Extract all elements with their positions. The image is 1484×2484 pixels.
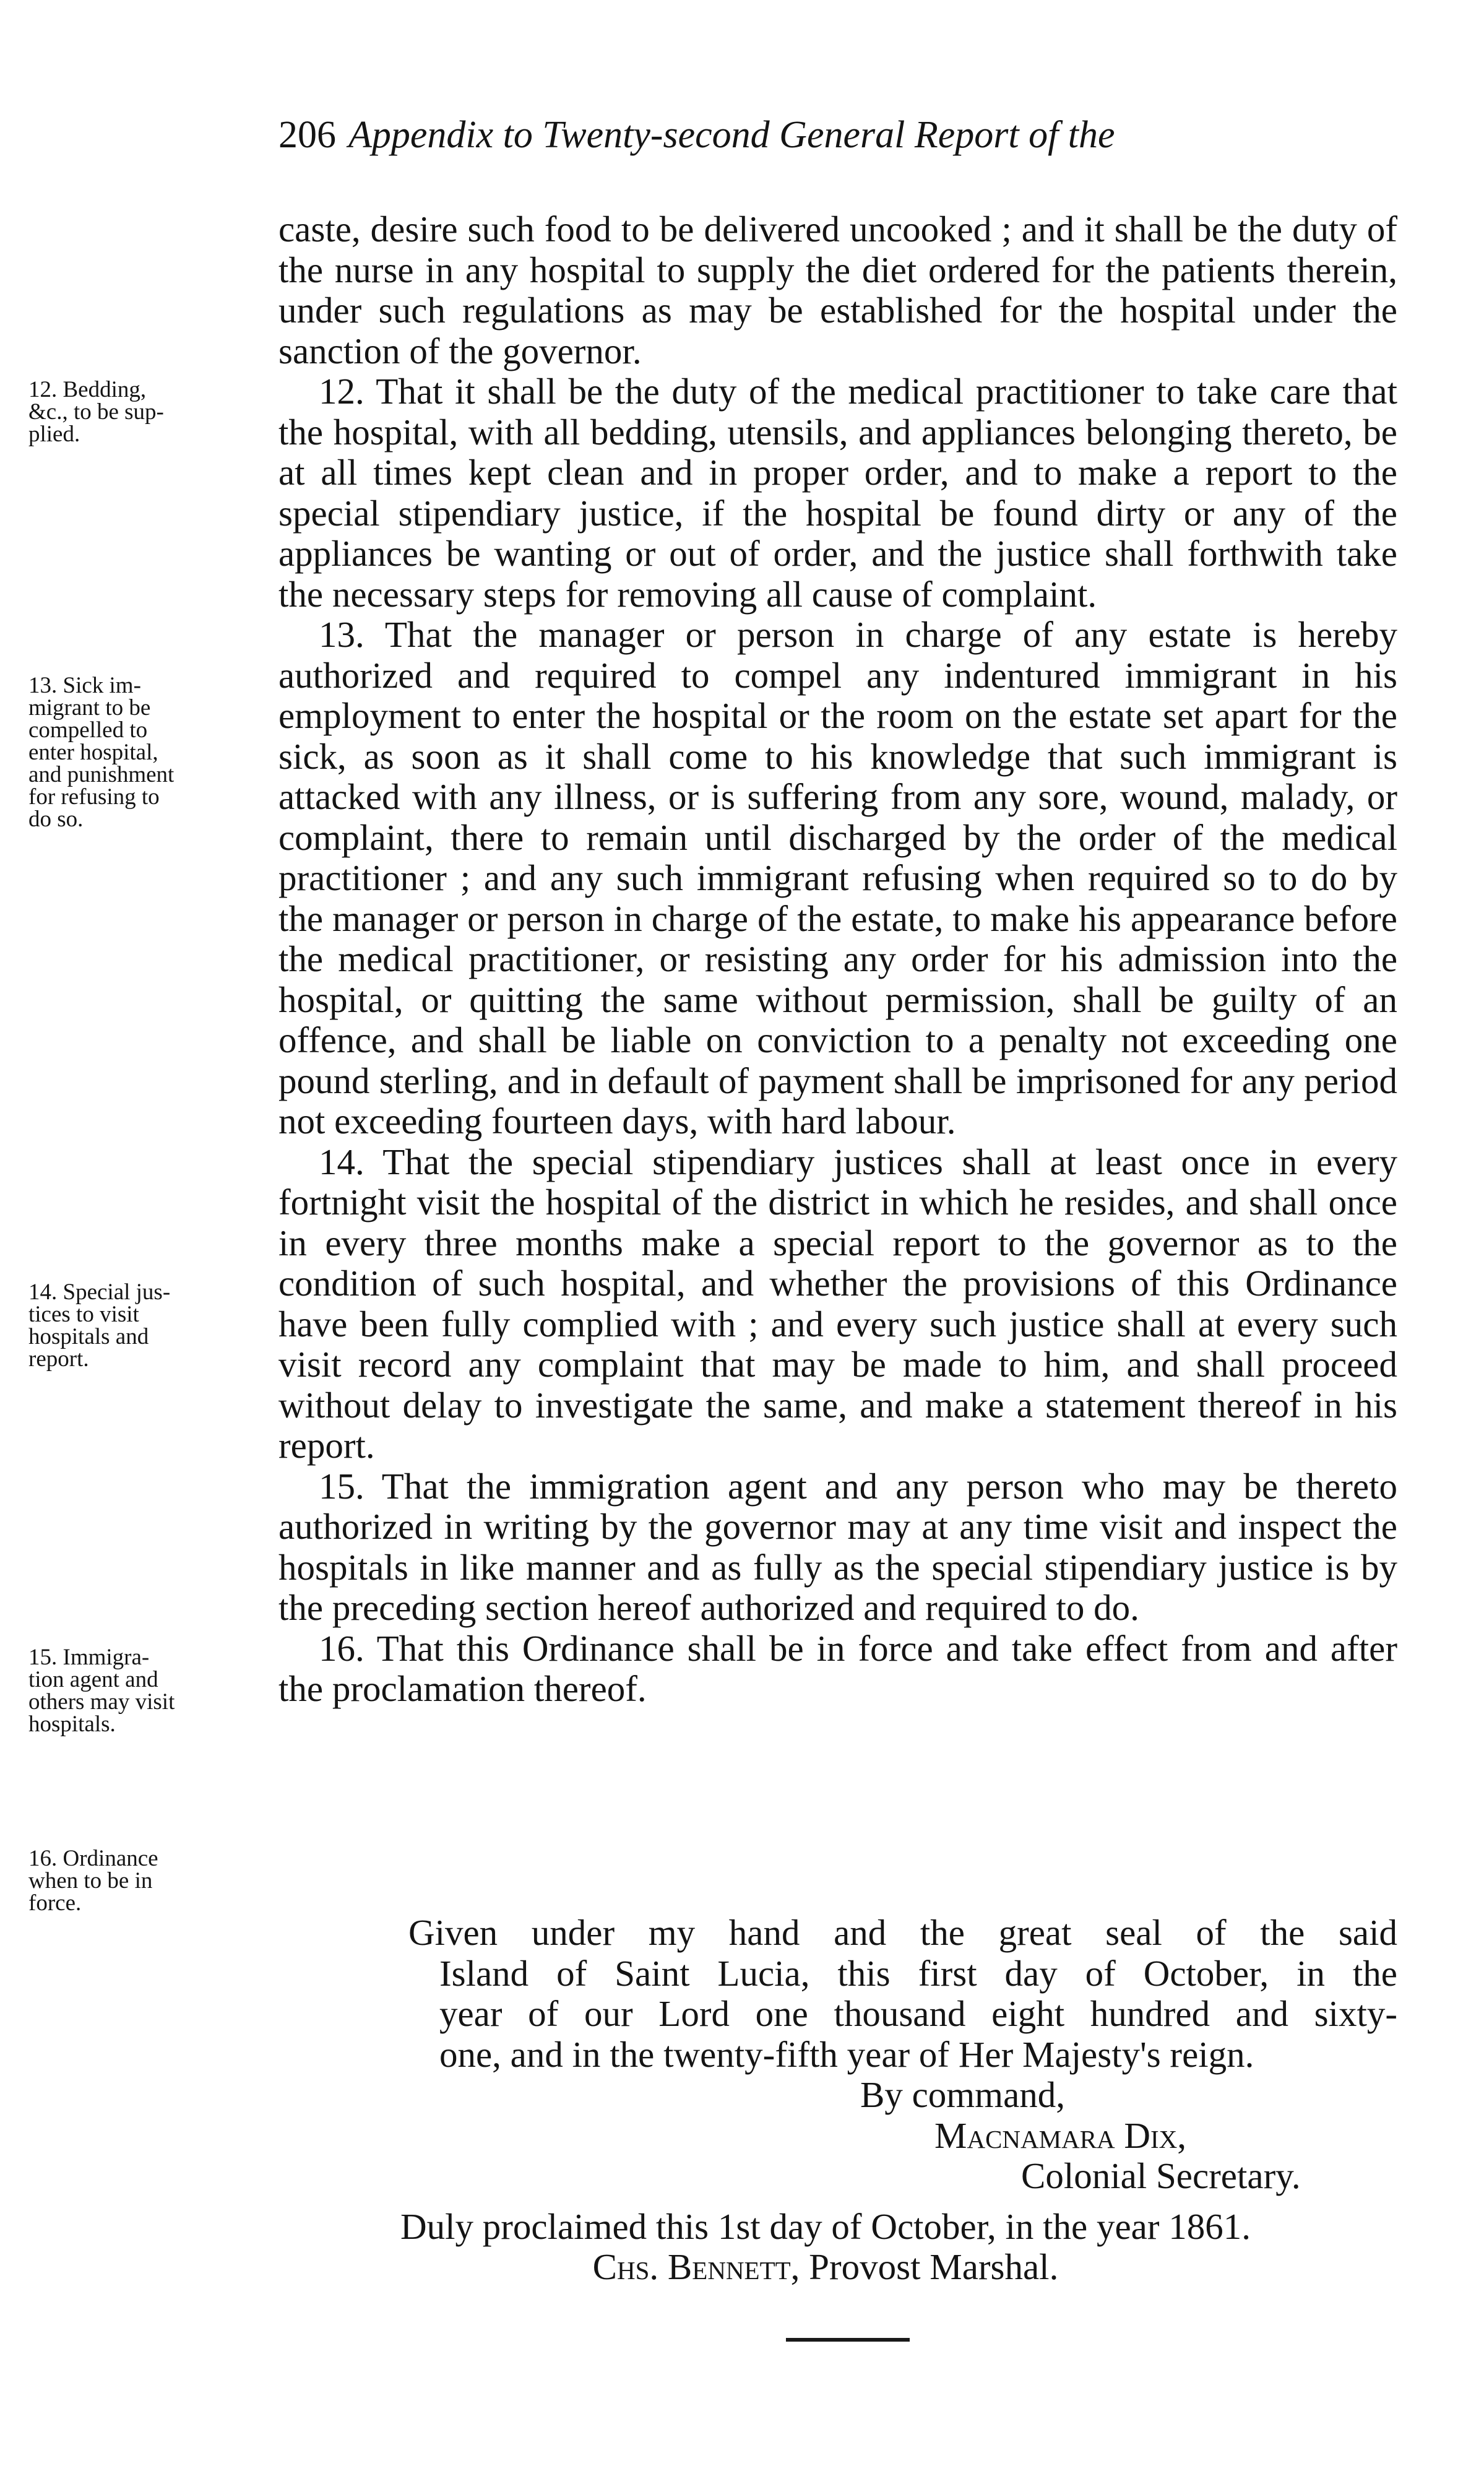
section-16: 16. That this Ordinance shall be in force and take effect from and after the proclamation thereof. [278,1627,1397,1709]
given-line-text: Given under my hand and the great seal of the said [408,1912,1397,1953]
margin-note-line: 16. Ordinance [28,1846,158,1871]
given-line [278,1994,1397,2035]
page-number: 206 [278,114,336,156]
margin-note-line: tion agent and [28,1667,158,1692]
margin-note-line: &c., to be sup- [28,399,164,425]
given-line-text: one, and in the twenty-fifth year of Her Majesty's reign. [439,2033,1254,2075]
margin-note-line: others may visit [28,1689,175,1715]
margin-note-12 [28,379,264,446]
given-line [278,2035,1397,2075]
section-13: 13. That the manager or person in charge of any estate is hereby authorized and required to compel any indentured immigrant in his employment to enter the hospital or the room on the estate set apart for the sick, as soon as it shall come to his knowledge that such immigrant is attacked with any illness, or is suffering from any sore, wound, malady, or complaint, there to remain until discharged by the order of the medical practitioner ; and any such immigrant refusing when required so to do by the manager or person in charge of the estate, to make his appearance before the medical practitioner, or resisting any order for his admission into the hospital, or quitting the same without permission, shall be guilty of an offence, and shall be liable on conviction to a penalty not exceeding one pound sterling, and in default of payment shall be imprisoned for any period not exceeding fourteen days, with hard labour. [278,614,1397,1141]
given-line [278,1954,1397,1994]
section-14: 14. That the special stipendiary justices shall at least once in every fortnight visit the hospital of the district in which he resides, and shall once in every three months make a special report to the governor as to the condition of such hospital, and whether the provisions of this Ordinance have been fully complied with ; and every such justice shall at every such visit record any complaint that may be made to him, and shall proceed without delay to investigate the same, and make a statement thereof in his report. [278,1141,1397,1466]
given-line-text: year of our Lord one thousand eight hundred and sixty- [439,1993,1397,2034]
margin-note-line: compelled to [28,717,148,743]
margin-note-line: and punishment [28,762,175,787]
given-line-text: Island of Saint Lucia, this first day of October, in the [439,1952,1397,1994]
proclamation-note: Duly proclaimed this 1st day of October, in the year 1861. [400,2205,1251,2247]
marshal-title: Provost Marshal. [809,2246,1059,2287]
given-line [278,1913,1397,1954]
signer-name: Macnamara Dix, [934,2114,1187,2156]
margin-note-line: 15. Immigra- [28,1645,150,1670]
closing-block [278,1913,1397,2288]
margin-note-line: report. [28,1346,89,1372]
signer-title: Colonial Secretary. [1021,2155,1301,2196]
margin-note-line: force. [28,1890,82,1916]
margin-note-line: 12. Bedding, [28,377,147,402]
margin-note-line: hospitals and [28,1324,149,1349]
section-12: 12. That it shall be the duty of the medical practitioner to take care that the hospital, with all bedding, utensils, and appliances belonging thereto, be at all times kept clean and in proper order, and to make a report to the special stipendiary justice, if the hospital be found dirty or any of the appliances be wanting or out of order, and the justice shall forthwith take the necessary steps for removing all cause of complaint. [278,371,1397,615]
margin-note-line: plied. [28,422,80,447]
body-text [278,209,1397,1710]
running-title: Appendix to Twenty-second General Report of the [348,114,1115,156]
margin-note-line: for refusing to [28,784,160,810]
margin-note-line: 14. Special jus- [28,1279,171,1305]
end-rule [786,2338,910,2342]
by-command: By command, [860,2074,1066,2115]
marshal-name: Chs. Bennett, [592,2246,800,2287]
margin-note-line: do so. [28,807,84,832]
paragraph-continuation: caste, desire such food to be delivered uncooked ; and it shall be the duty of the nurse in any hospital to supply the diet ordered for the patients therein, under such regulations as may be established for the hospital under the sanction of the governor. [278,209,1397,371]
margin-note-13 [28,675,264,831]
margin-note-16 [28,1848,264,1915]
running-header [278,110,1405,160]
margin-note-line: when to be in [28,1868,153,1893]
provost-marshal [254,2247,1397,2288]
margin-note-line: migrant to be [28,695,151,721]
margin-note-line: hospitals. [28,1712,116,1737]
margin-note-14 [28,1281,264,1370]
section-15: 15. That the immigration agent and any person who may be thereto authorized in writing by the governor may at any time visit and inspect the hospitals in like manner and as fully as the special stipendiary justice is by the preceding section hereof authorized and required to do. [278,1465,1397,1628]
margin-note-15 [28,1647,264,1736]
margin-note-line: 13. Sick im- [28,673,141,698]
margin-note-line: tices to visit [28,1302,139,1327]
margin-note-line: enter hospital, [28,740,158,765]
